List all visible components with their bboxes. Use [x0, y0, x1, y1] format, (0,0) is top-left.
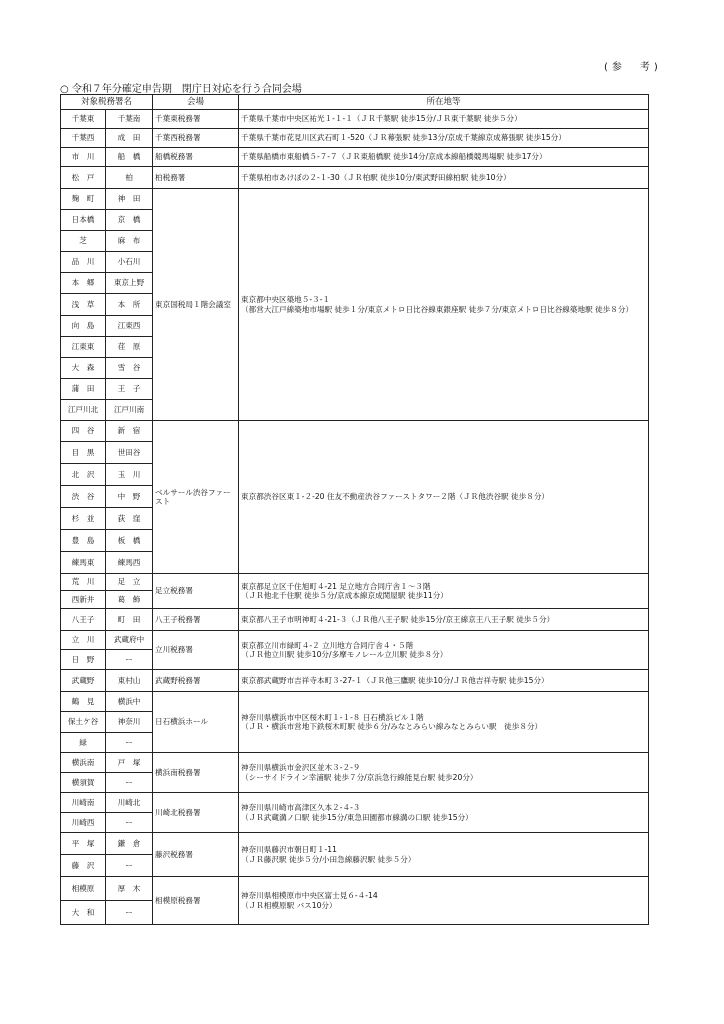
- office-name: ー: [106, 773, 153, 793]
- office-name: 鎌 倉: [106, 833, 153, 855]
- address-line: 神奈川県川崎市高津区久本２-４-３: [241, 803, 361, 813]
- venue-address: [239, 631, 649, 670]
- venue-address: [239, 793, 649, 833]
- office-name: 雪 谷: [106, 358, 153, 379]
- office-name: 京 橋: [106, 210, 153, 231]
- address-line: 千葉県船橋市東船橋５-７-７（ＪＲ東船橋駅 徒歩14分/京成本線船橋競馬場駅 徒歩17分）: [241, 152, 547, 162]
- office-name: 蒲 田: [61, 379, 106, 400]
- office-name: 目 黒: [61, 442, 106, 464]
- address-line: 千葉県千葉市花見川区武石町１-520（ＪＲ幕張駅 徒歩13分/京成千葉線京成幕張駅 徒歩15分）: [241, 133, 566, 143]
- office-name: 麻 布: [106, 231, 153, 252]
- office-name: 麹 町: [61, 189, 106, 210]
- office-name: 千葉東: [61, 110, 106, 129]
- venue-address: [239, 877, 649, 925]
- office-name: 戸 塚: [106, 753, 153, 773]
- venue-name: 日石横浜ホール: [153, 692, 239, 753]
- office-name: ー: [106, 901, 153, 925]
- venue-name: ベルサール渋谷ファースト: [153, 421, 239, 574]
- office-name: 渋 谷: [61, 486, 106, 508]
- office-name: 神 田: [106, 189, 153, 210]
- venue-address: [239, 609, 649, 631]
- office-name: 練馬西: [106, 552, 153, 574]
- office-name: 荒 川: [61, 574, 106, 591]
- venue-table: [60, 94, 649, 925]
- office-name: 川崎北: [106, 793, 153, 813]
- office-name: 武蔵野: [61, 670, 106, 692]
- table-row: [61, 793, 649, 813]
- office-name: 藤 沢: [61, 855, 106, 877]
- address-line: 神奈川県藤沢市朝日町１-11: [241, 845, 337, 855]
- address-line: 東京都渋谷区東１-２-20 住友不動産渋谷ファーストタワー２階（ＪＲ他渋谷駅 徒歩８分）: [241, 492, 550, 502]
- office-name: 中 野: [106, 486, 153, 508]
- office-name: 日本橋: [61, 210, 106, 231]
- venue-name: 千葉西税務署: [153, 129, 239, 148]
- venue-name: 千葉東税務署: [153, 110, 239, 129]
- office-name: 新 宿: [106, 421, 153, 442]
- office-name: 横浜中: [106, 692, 153, 712]
- office-name: 荏 原: [106, 337, 153, 358]
- table-row: [61, 421, 649, 442]
- header-address: 所在地等: [239, 95, 649, 110]
- table-row: [61, 148, 649, 167]
- office-name: 千葉南: [106, 110, 153, 129]
- office-name: 品 川: [61, 252, 106, 273]
- address-line: 千葉県千葉市中央区祐光１-１-１（ＪＲ千葉駅 徒歩15分/ＪＲ東千葉駅 徒歩５分）: [241, 114, 522, 124]
- office-name: 豊 島: [61, 530, 106, 552]
- address-line: 千葉県柏市あけぼの２-１-30（ＪＲ柏駅 徒歩10分/東武野田線柏駅 徒歩10分）: [241, 172, 511, 182]
- office-name: 西新井: [61, 591, 106, 609]
- venue-name: 船橋税務署: [153, 148, 239, 167]
- office-name: 荻 窪: [106, 508, 153, 530]
- office-name: 八王子: [61, 609, 106, 631]
- header-venue: 会場: [153, 95, 239, 110]
- office-name: 船 橋: [106, 148, 153, 167]
- reference-label: (参 考): [604, 62, 662, 73]
- office-name: 東村山: [106, 670, 153, 692]
- venue-name: 立川税務署: [153, 631, 239, 670]
- office-name: 厚 木: [106, 877, 153, 901]
- page-heading: ○ 令和７年分確定申告期 閉庁日対応を行う合同会場: [60, 84, 302, 95]
- address-line: 東京都立川市緑町４-２ 立川地方合同庁舎４・５階: [241, 640, 414, 650]
- office-name: 練馬東: [61, 552, 106, 574]
- venue-address: [239, 753, 649, 793]
- table-row: [61, 631, 649, 650]
- venue-name: 柏税務署: [153, 167, 239, 189]
- office-name: 大 和: [61, 901, 106, 925]
- office-name: 芝: [61, 231, 106, 252]
- office-name: 緑: [61, 733, 106, 753]
- office-name: 大 森: [61, 358, 106, 379]
- address-line: 東京都足立区千住旭町４-21 足立地方合同庁舎１～３階: [241, 581, 431, 591]
- table-row: [61, 189, 649, 210]
- office-name: 日 野: [61, 650, 106, 670]
- address-line: （ＪＲ・横浜市営地下鉄桜木町駅 徒歩６分/みなとみらい線みなとみらい駅 徒歩８分）: [241, 722, 543, 731]
- venue-address: [239, 129, 649, 148]
- office-name: 成 田: [106, 129, 153, 148]
- venue-address: [239, 167, 649, 189]
- office-name: 江東西: [106, 316, 153, 337]
- office-name: 相模原: [61, 877, 106, 901]
- table-row: [61, 129, 649, 148]
- venue-address: [239, 421, 649, 574]
- venue-name: 川崎北税務署: [153, 793, 239, 833]
- office-name: 横須賀: [61, 773, 106, 793]
- table-row: [61, 833, 649, 855]
- office-name: 川崎西: [61, 813, 106, 833]
- venue-address: [239, 574, 649, 609]
- office-name: 川崎南: [61, 793, 106, 813]
- office-name: 武蔵府中: [106, 631, 153, 650]
- venue-name: 足立税務署: [153, 574, 239, 609]
- office-name: 立 川: [61, 631, 106, 650]
- table-row: [61, 167, 649, 189]
- venue-name: 八王子税務署: [153, 609, 239, 631]
- office-name: 江戸川北: [61, 400, 106, 421]
- office-name: 本 郷: [61, 273, 106, 294]
- address-line: 神奈川県相模原市中央区富士見６-４-14: [241, 891, 378, 901]
- office-name: 松 戸: [61, 167, 106, 189]
- address-line: 神奈川県横浜市中区桜木町１-１-８ 日石横浜ビル１階: [241, 712, 424, 722]
- address-line: （ＪＲ相模原駅 バス10分）: [241, 900, 337, 910]
- venue-name: 東京国税局１階会議室: [153, 189, 239, 421]
- office-name: 柏: [106, 167, 153, 189]
- office-name: 東京上野: [106, 273, 153, 294]
- office-name: 江東東: [61, 337, 106, 358]
- office-name: ー: [106, 855, 153, 877]
- table-row: [61, 877, 649, 901]
- address-line: 東京都中央区築地５-３-１: [241, 295, 331, 305]
- table-row: [61, 692, 649, 712]
- office-name: 板 橋: [106, 530, 153, 552]
- office-name: 北 沢: [61, 464, 106, 486]
- venue-address: [239, 833, 649, 877]
- venue-name: 相模原税務署: [153, 877, 239, 925]
- address-line: （ＪＲ藤沢駅 徒歩５分/小田急線藤沢駅 徒歩５分）: [241, 854, 416, 864]
- office-name: 江戸川南: [106, 400, 153, 421]
- venue-address: [239, 189, 649, 421]
- office-name: 千葉西: [61, 129, 106, 148]
- venue-name: 横浜南税務署: [153, 753, 239, 793]
- address-line: （都営大江戸線築地市場駅 徒歩１分/東京メトロ日比谷線東銀座駅 徒歩７分/東京メトロ日比谷線築地駅 徒歩８分）: [241, 304, 634, 314]
- office-name: 浅 草: [61, 294, 106, 316]
- office-name: 鶴 見: [61, 692, 106, 712]
- table-row: [61, 110, 649, 129]
- office-name: 市 川: [61, 148, 106, 167]
- office-name: 町 田: [106, 609, 153, 631]
- office-name: ー: [106, 650, 153, 670]
- address-line: （ＪＲ他北千住駅 徒歩５分/京成本線京成関屋駅 徒歩11分）: [241, 591, 448, 600]
- table-row: [61, 609, 649, 631]
- office-name: 葛 飾: [106, 591, 153, 609]
- venue-address: [239, 692, 649, 753]
- office-name: 玉 川: [106, 464, 153, 486]
- office-name: 保土ケ谷: [61, 712, 106, 733]
- venue-address: [239, 670, 649, 692]
- office-name: 向 島: [61, 316, 106, 337]
- address-line: （シーサイドライン幸浦駅 徒歩７分/京浜急行線能見台駅 徒歩20分）: [241, 772, 478, 782]
- table-row: [61, 753, 649, 773]
- venue-name: 武蔵野税務署: [153, 670, 239, 692]
- header-target-offices: 対象税務署名: [61, 95, 153, 110]
- address-line: 東京都武蔵野市吉祥寺本町３-27-１（ＪＲ他三鷹駅 徒歩10分/ＪＲ他吉祥寺駅 徒歩15分）: [241, 675, 549, 685]
- address-line: 東京都八王子市明神町４-21-３（ＪＲ他八王子駅 徒歩15分/京王線京王八王子駅 徒歩５分）: [241, 614, 555, 624]
- office-name: 世田谷: [106, 442, 153, 464]
- office-name: 平 塚: [61, 833, 106, 855]
- address-line: （ＪＲ他立川駅 徒歩10分/多摩モノレール立川駅 徒歩８分）: [241, 650, 448, 659]
- office-name: 杉 並: [61, 508, 106, 530]
- office-name: 王 子: [106, 379, 153, 400]
- office-name: 横浜南: [61, 753, 106, 773]
- address-line: 神奈川県横浜市金沢区並木３-２-９: [241, 763, 361, 773]
- table-body: [61, 110, 649, 925]
- venue-address: [239, 110, 649, 129]
- office-name: 神奈川: [106, 712, 153, 733]
- venue-name: 藤沢税務署: [153, 833, 239, 877]
- table-header-row: [61, 95, 649, 110]
- table-row: [61, 574, 649, 591]
- address-line: （ＪＲ武蔵溝ノ口駅 徒歩15分/東急田園都市線溝の口駅 徒歩15分）: [241, 812, 473, 822]
- office-name: 足 立: [106, 574, 153, 591]
- office-name: 小石川: [106, 252, 153, 273]
- table-row: [61, 670, 649, 692]
- office-name: 本 所: [106, 294, 153, 316]
- office-name: ー: [106, 733, 153, 753]
- venue-address: [239, 148, 649, 167]
- office-name: ー: [106, 813, 153, 833]
- office-name: 四 谷: [61, 421, 106, 442]
